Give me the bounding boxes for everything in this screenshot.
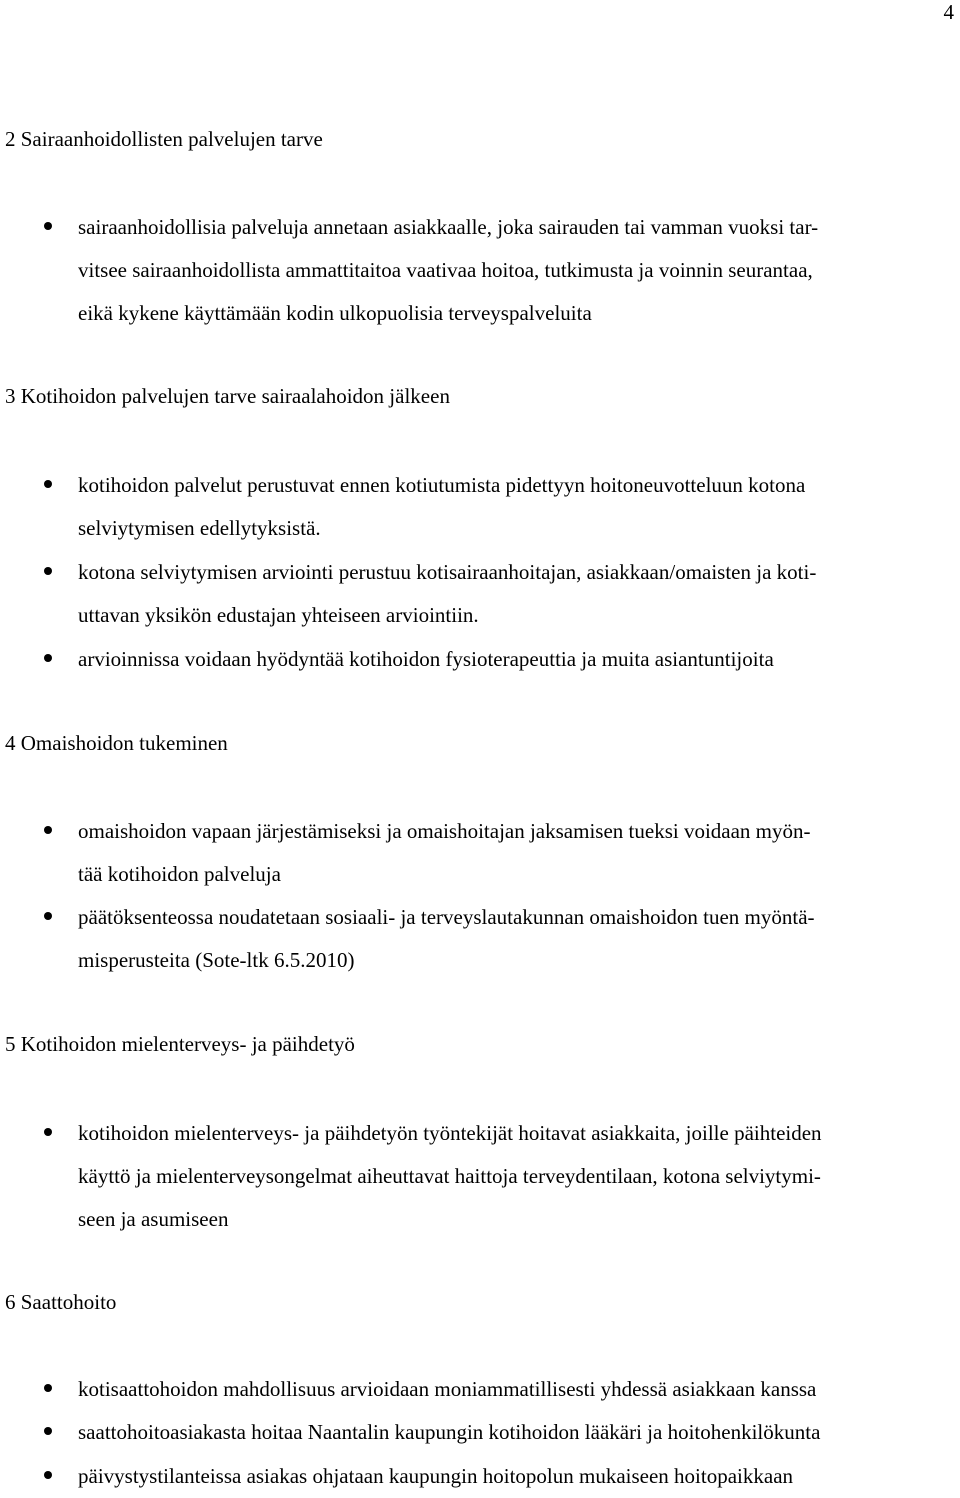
section-heading: 4 Omaishoidon tukeminen [5,731,228,755]
bullet-dot-icon [44,1384,52,1392]
list-item: kotona selviytymisen arviointi perustuu kotisairaanhoitajan, asiakkaan/omaisten ja koti- uttavan yksikön edustajan yhteiseen arviointiin. [78,551,960,637]
section-heading: 5 Kotihoidon mielenterveys- ja päihdetyö [5,1032,355,1056]
list-item: kotihoidon palvelut perustuvat ennen kotiutumista pidettyyn hoitoneuvotteluun kotona selviytymisen edellytyksistä. [78,464,960,550]
list-item: kotisaattohoidon mahdollisuus arvioidaan moniammatillisesti yhdessä asiakkaan kanssa [78,1368,960,1411]
bullet-dot-icon [44,222,52,230]
bullet-dot-icon [44,480,52,488]
section-heading: 6 Saattohoito [5,1290,117,1314]
list-item: sairaanhoidollisia palveluja annetaan asiakkaalle, joka sairauden tai vamman vuoksi tar- vitsee sairaanhoidollista ammattitaitoa vaativaa hoitoa, tutkimusta ja voinnin seurantaa, eikä kykene käyttämään kodin ulkopuolisia terveyspalveluita [78,206,960,335]
bullet-dot-icon [44,567,52,575]
list-item: arvioinnissa voidaan hyödyntää kotihoidon fysioterapeuttia ja muita asiantuntijoita [78,638,960,681]
section-heading: 3 Kotihoidon palvelujen tarve sairaalahoidon jälkeen [5,384,450,408]
bullet-dot-icon [44,826,52,834]
bullet-dot-icon [44,1471,52,1479]
bullet-dot-icon [44,912,52,920]
list-item: omaishoidon vapaan järjestämiseksi ja omaishoitajan jaksamisen tueksi voidaan myön- tää kotihoidon palveluja [78,810,960,896]
list-item: päätöksenteossa noudatetaan sosiaali- ja terveyslautakunnan omaishoidon tuen myöntä- misperusteita (Sote-ltk 6.5.2010) [78,896,960,982]
bullet-dot-icon [44,654,52,662]
section-heading: 2 Sairaanhoidollisten palvelujen tarve [5,127,323,151]
page-number: 4 [943,0,954,24]
bullet-dot-icon [44,1128,52,1136]
list-item: päivystystilanteissa asiakas ohjataan kaupungin hoitopolun mukaiseen hoitopaikkaan [78,1455,960,1498]
bullet-dot-icon [44,1427,52,1435]
list-item: saattohoitoasiakasta hoitaa Naantalin kaupungin kotihoidon lääkäri ja hoitohenkilökunta [78,1411,960,1454]
list-item: kotihoidon mielenterveys- ja päihdetyön työntekijät hoitavat asiakkaita, joille päihteiden käyttö ja mielenterveysongelmat aiheuttavat haittoja terveydentilaan, kotona selviytymi- seen ja asumiseen [78,1112,960,1241]
